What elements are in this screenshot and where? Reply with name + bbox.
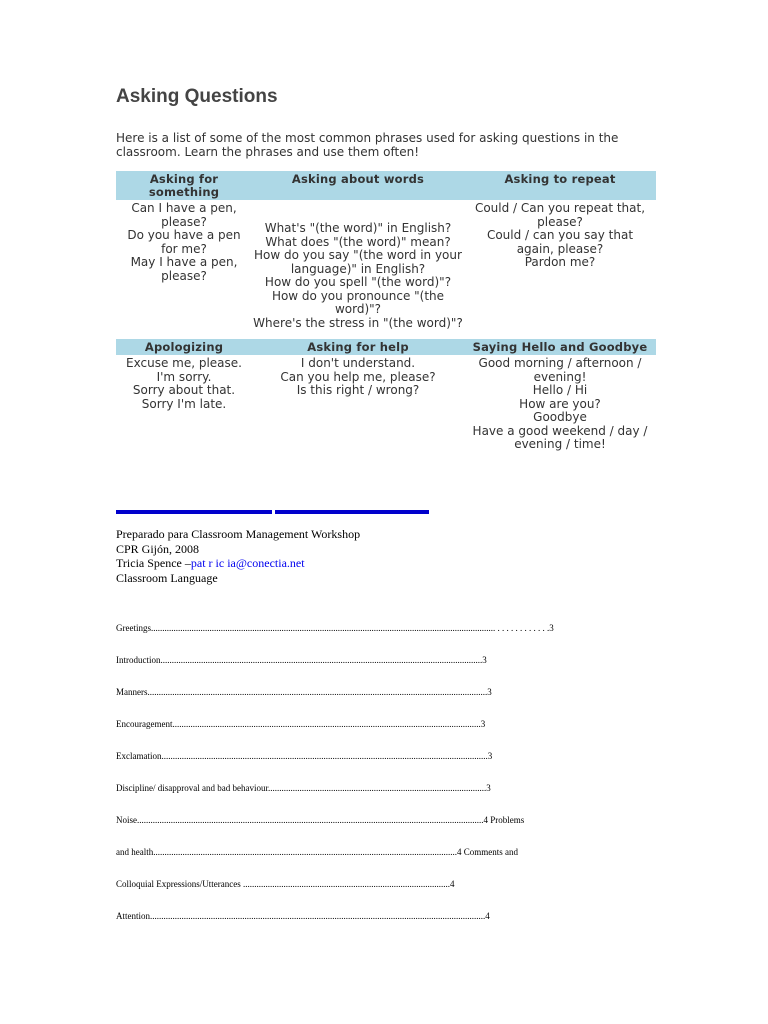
toc-entry-introduction[interactable]: Introduction...............................................................................................................................................3 — [116, 655, 487, 665]
phrases-hello-goodbye: Good morning / afternoon / evening! Hello / Hi How are you? Goodbye Have a good weekend / day / evening / time! — [472, 356, 648, 451]
table-cell — [464, 200, 656, 330]
column-header-hello-goodbye: Saying Hello and Goodbye — [464, 339, 656, 355]
intro-paragraph: Here is a list of some of the most common phrases used for asking questions in the classroom. Learn the phrases and use them often! — [116, 131, 619, 159]
toc-entry-noise[interactable]: Noise..........................................................................................................................................................4 Problems — [116, 815, 525, 825]
author-line — [116, 556, 360, 571]
divider-rule-right — [275, 510, 429, 514]
author-name: Tricia Spence – — [116, 556, 191, 570]
toc-entry-exclamation[interactable]: Exclamation.................................................................................................................................................3 — [116, 751, 493, 761]
location-line: CPR Gijón, 2008 — [116, 541, 200, 556]
column-header-asking-about-words: Asking about words — [252, 171, 464, 200]
phrases-asking-about-words: What's "(the word)" in English? What does "(the word)" mean? How do you say "(the word in your language)" in English? How do you spell "(the word)"? How do you pronounce "(the word)"? Where's the stress in "(the word)"? — [253, 221, 463, 330]
phrases-table-1 — [116, 171, 656, 330]
toc-entry-health[interactable]: and health.......................................................................................................................................4 Comments and — [116, 847, 518, 857]
phrases-asking-for-something: Can I have a pen, please? Do you have a pen for me? May I have a pen, please? — [127, 201, 241, 283]
phrases-apologizing: Excuse me, please. I'm sorry. Sorry about that. Sorry I'm late. — [126, 356, 242, 411]
email-link[interactable]: pat r ic ia@conectia.net — [190, 556, 305, 570]
phrases-asking-to-repeat: Could / Can you repeat that, please? Could / can you say that again, please? Pardon me? — [474, 201, 646, 269]
divider-rule-left — [116, 510, 272, 514]
toc-entry-manners[interactable]: Manners.......................................................................................................................................................3 — [116, 687, 492, 697]
prepared-line: Preparado para Classroom Management Workshop — [116, 527, 361, 541]
subject-line: Classroom Language — [116, 570, 218, 585]
page-title: Asking Questions — [116, 86, 278, 107]
table-cell — [252, 200, 464, 330]
toc-entry-colloquial[interactable]: Colloquial Expressions/Utterances ............................................................................................4 — [116, 879, 455, 889]
table-cell — [116, 200, 252, 330]
table-cell — [464, 355, 656, 452]
column-header-apologizing: Apologizing — [116, 339, 252, 355]
column-header-asking-for-help: Asking for help — [252, 339, 464, 355]
phrases-table-2 — [116, 339, 656, 452]
toc-entry-attention[interactable]: Attention.....................................................................................................................................................4 — [116, 911, 490, 921]
toc-entry-greetings[interactable]: Greetings......................................................................................................................................................... . . . . . . . . . . . .3 — [116, 623, 554, 633]
phrases-asking-for-help: I don't understand. Can you help me, please? Is this right / wrong? — [280, 356, 436, 397]
column-header-asking-to-repeat: Asking to repeat — [464, 171, 656, 200]
prepared-block — [116, 527, 360, 585]
table-cell — [252, 355, 464, 452]
column-header-asking-for-something: Asking for something — [116, 171, 252, 200]
table-cell — [116, 355, 252, 452]
toc-entry-discipline[interactable]: Discipline/ disapproval and bad behaviour.................................................................................................3 — [116, 783, 491, 793]
toc-entry-encouragement[interactable]: Encouragement.........................................................................................................................................3 — [116, 719, 486, 729]
